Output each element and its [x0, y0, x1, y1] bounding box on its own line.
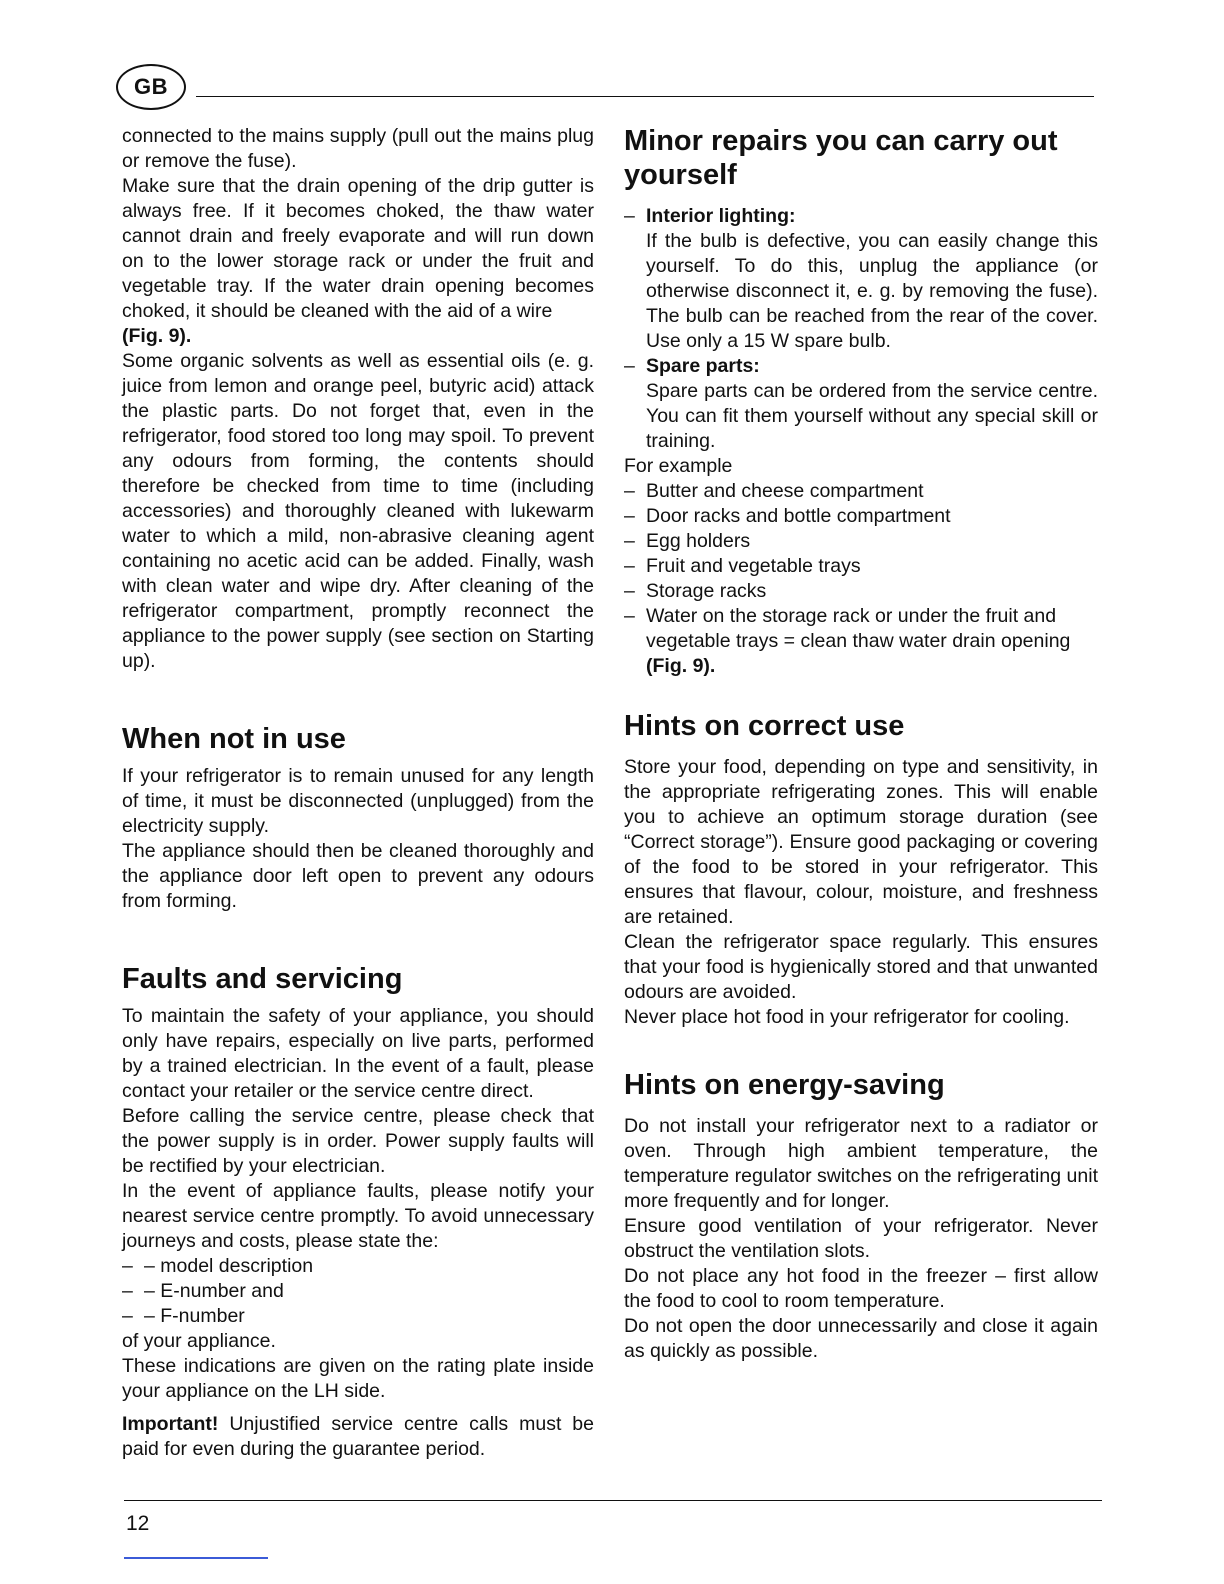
faults-after-list-1: of your appliance. [122, 1330, 276, 1352]
list-item: – Egg holders [624, 529, 1098, 554]
correct-use-paragraph-3: Never place hot food in your refrigerator for cooling. [624, 1006, 1070, 1028]
important-label: Important! [122, 1413, 219, 1435]
not-in-use-paragraph-1: If your refrigerator is to remain unused for any length of time, it must be disconnected (unplugged) from the electricity supply. [122, 765, 594, 837]
energy-saving-section [624, 1068, 1098, 1364]
list-item: – – E-number and [122, 1279, 594, 1304]
correct-use-paragraph-1: Store your food, depending on type and sensitivity, in the appropriate refrigerating zones. This will enable you to achieve an optimum storage duration (see “Correct storage”). Ensure good packaging or covering of the food to be stored in your refrigerator. This ensures that flavour, colour, moisture, and freshness are retained. [624, 756, 1098, 928]
language-badge: GB [116, 64, 186, 110]
cleaning-continued [122, 124, 594, 674]
for-example-label: For example [624, 455, 733, 477]
minor-repairs-heading: Minor repairs you can carry out yourself [624, 125, 1058, 191]
repair-item-spare-parts [624, 354, 1098, 454]
energy-paragraph-4: Do not open the door unnecessarily and close it again as quickly as possible. [624, 1315, 1098, 1362]
correct-use-heading: Hints on correct use [624, 710, 905, 742]
energy-paragraph-3: Do not place any hot food in the freezer – first allow the food to cool to room temperature. [624, 1265, 1098, 1312]
list-item [624, 604, 1098, 679]
examples-list [624, 479, 1098, 679]
scan-edge-mark [124, 1557, 268, 1559]
energy-saving-heading: Hints on energy-saving [624, 1069, 945, 1101]
list-item: – Door racks and bottle compartment [624, 504, 1098, 529]
repair-item-body: If the bulb is defective, you can easily change this yourself. To do this, unplug the appliance (or otherwise disconnect it, e. g. by removing the fuse). The bulb can be reached from the rear of the cover. Use only a 15 W spare bulb. [646, 230, 1098, 352]
not-in-use-paragraph-2: The appliance should then be cleaned thoroughly and the appliance door left open to prevent any odours from forming. [122, 840, 594, 912]
list-item: – – model description [122, 1254, 594, 1279]
when-not-in-use-section [122, 722, 594, 914]
list-item: – Butter and cheese compartment [624, 479, 1098, 504]
list-item: – Fruit and vegetable trays [624, 554, 1098, 579]
list-item: – – F-number [122, 1304, 594, 1329]
right-column [624, 124, 1098, 1364]
list-item-text: Water on the storage rack or under the fruit and vegetable trays = clean thaw water drain opening [646, 605, 1071, 652]
faults-paragraph-1: To maintain the safety of your appliance, you should only have repairs, especially on live parts, performed by a trained electrician. In the event of a fault, please contact your retailer or the service centre direct. [122, 1005, 594, 1102]
energy-paragraph-2: Ensure good ventilation of your refrigerator. Never obstruct the ventilation slots. [624, 1215, 1098, 1262]
repair-item-interior-lighting [624, 204, 1098, 354]
repair-item-title: – Spare parts: [646, 355, 760, 377]
appliance-details-list [122, 1254, 594, 1329]
faults-heading: Faults and servicing [122, 963, 403, 995]
correct-use-paragraph-2: Clean the refrigerator space regularly. This ensures that your food is hygienically stored and that unwanted odours are avoided. [624, 931, 1098, 1003]
figure-reference: (Fig. 9). [122, 325, 192, 347]
when-not-in-use-heading: When not in use [122, 723, 346, 755]
intro-paragraph-1: connected to the mains supply (pull out the mains plug or remove the fuse). [122, 125, 594, 172]
faults-after-list-2: These indications are given on the rating plate inside your appliance on the LH side. [122, 1355, 594, 1402]
list-item: – Storage racks [624, 579, 1098, 604]
repair-item-title: – Interior lighting: [646, 205, 796, 227]
repair-items [624, 204, 1098, 454]
repair-item-body: Spare parts can be ordered from the service centre. You can fit them yourself without any special skill or training. [646, 380, 1098, 452]
correct-use-section [624, 709, 1098, 1030]
intro-paragraph-3: Some organic solvents as well as essential oils (e. g. juice from lemon and orange peel, butyric acid) attack the plastic parts. Do not forget that, even in the refrigerator, food stored too long may spoil. To prevent any odours from forming, the contents should therefore be checked from time to time (including accessories) and thoroughly cleaned with lukewarm water to which a mild, non-abrasive cleaning agent containing no acetic acid can be added. Finally, wash with clean water and wipe dry. After cleaning of the refrigerator compartment, promptly reconnect the appliance to the power supply (see section on Starting up). [122, 350, 594, 672]
important-text: Unjustified service centre calls must be paid for even during the guarantee period. [122, 1413, 594, 1460]
figure-reference: (Fig. 9). [646, 655, 716, 677]
footer-rule [124, 1500, 1102, 1501]
header-rule [196, 96, 1094, 97]
left-column [122, 124, 594, 1462]
intro-paragraph-2: Make sure that the drain opening of the drip gutter is always free. If it becomes choked, the thaw water cannot drain and freely evaporate and will run down on to the lower storage rack or under the fruit and vegetable tray. If the water drain opening becomes choked, it should be cleaned with the aid of a wire [122, 175, 594, 322]
minor-repairs-section [624, 124, 1098, 679]
energy-paragraph-1: Do not install your refrigerator next to a radiator or oven. Through high ambient temperature, the temperature regulator switches on the refrigerating unit more frequently and for longer. [624, 1115, 1098, 1212]
important-note [122, 1412, 594, 1462]
page-number: 12 [126, 1512, 150, 1535]
faults-paragraph-2: Before calling the service centre, please check that the power supply is in order. Power supply faults will be rectified by your electrician. [122, 1105, 594, 1177]
faults-paragraph-3: In the event of appliance faults, please notify your nearest service centre promptly. To avoid unnecessary journeys and costs, please state the: [122, 1180, 594, 1252]
faults-section [122, 962, 594, 1462]
